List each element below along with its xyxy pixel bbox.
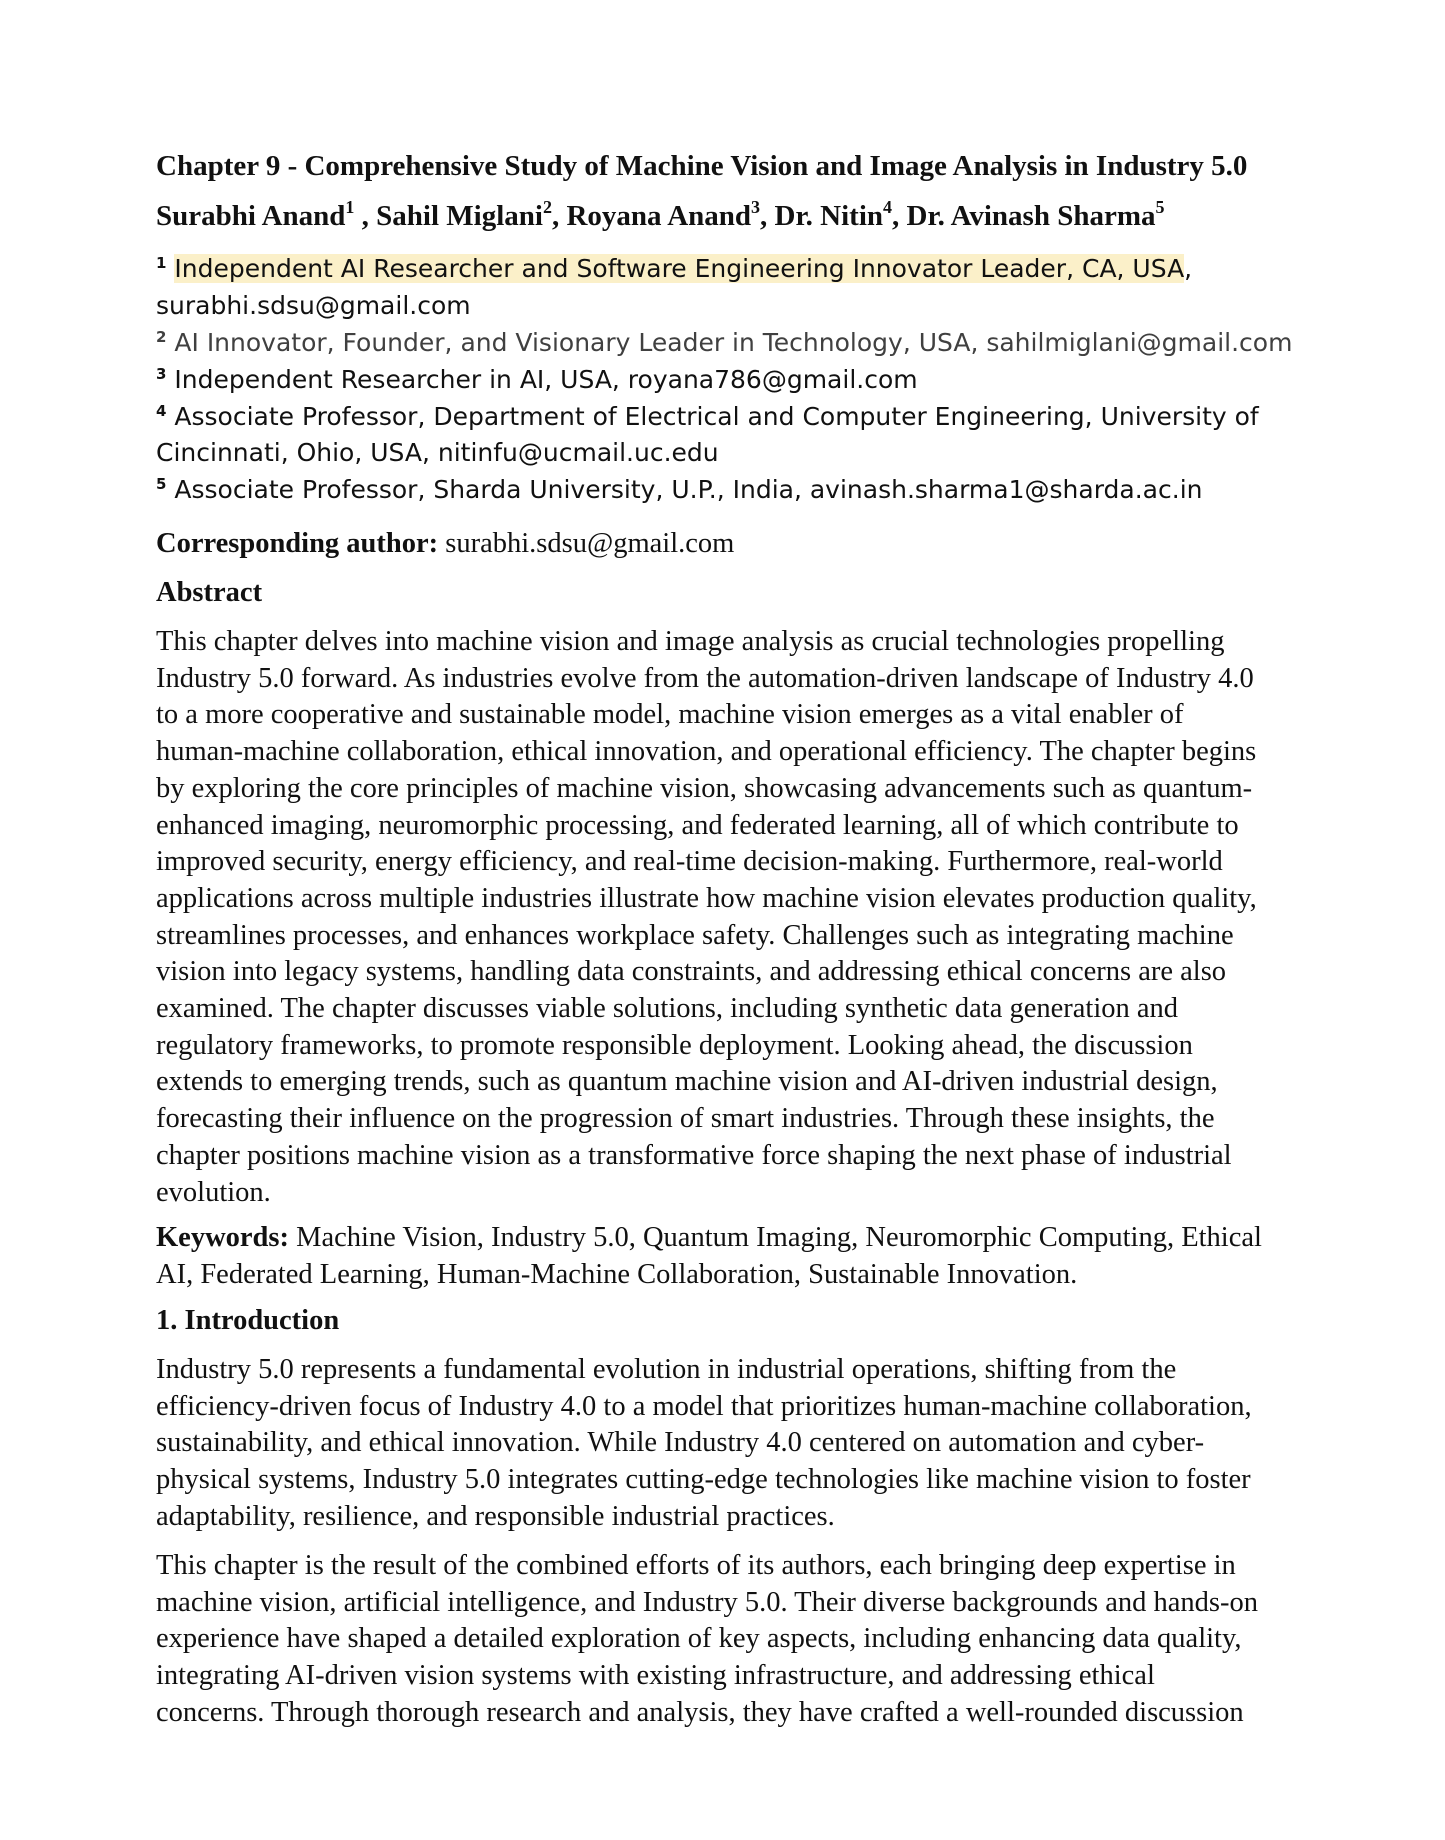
abstract-line: Industry 5.0 forward. As industries evolve from the automation-driven landscape of Industry 4.0: [156, 662, 1254, 694]
affiliation-sup: 4: [156, 402, 167, 420]
affiliation-text: AI Innovator, Founder, and Visionary Leader in Technology, USA, sahilmiglani@gmail.com: [174, 328, 1293, 357]
keywords-label: Keywords:: [156, 1222, 289, 1253]
author-sup: 5: [1155, 197, 1165, 217]
intro-line: concerns. Through thorough research and analysis, they have crafted a well-rounded discussion: [156, 1696, 1244, 1728]
author-sup: 2: [542, 197, 552, 217]
intro-line: integrating AI-driven vision systems with existing infrastructure, and addressing ethical: [156, 1660, 1155, 1692]
keywords-text: Machine Vision, Industry 5.0, Quantum Imaging, Neuromorphic Computing, Ethical: [296, 1222, 1262, 1253]
affiliation-1-email: surabhi.sdsu@gmail.com: [156, 291, 471, 320]
abstract-line: by exploring the core principles of machine vision, showcasing advancements such as quantum-: [156, 772, 1253, 804]
author-name: Royana Anand: [566, 200, 752, 232]
abstract-line: examined. The chapter discusses viable solutions, including synthetic data generation and: [156, 993, 1179, 1025]
abstract-heading: Abstract: [156, 577, 263, 608]
intro-line: Industry 5.0 represents a fundamental evolution in industrial operations, shifting from the: [156, 1354, 1177, 1385]
abstract-line: streamlines processes, and enhances workplace safety. Challenges such as integrating machine: [156, 919, 1234, 951]
affiliation-text: Associate Professor, Department of Electrical and Computer Engineering, University of: [174, 402, 1259, 431]
keywords-line-1: [156, 1220, 1296, 1257]
affiliation-4: [156, 402, 1259, 431]
intro-line: machine vision, artificial intelligence, and Industry 5.0. Their diverse backgrounds and hands-on: [156, 1586, 1258, 1618]
introduction-heading: 1. Introduction: [156, 1305, 340, 1336]
author-name: Surabhi Anand: [156, 200, 346, 232]
keywords-line-2: AI, Federated Learning, Human-Machine Collaboration, Sustainable Innovation.: [156, 1258, 1078, 1290]
affiliation-text: Associate Professor, Sharda University, U.P., India, avinash.sharma1@sharda.ac.in: [174, 475, 1203, 504]
intro-line: This chapter is the result of the combined efforts of its authors, each bringing deep expertise in: [156, 1550, 1236, 1581]
abstract-line: human-machine collaboration, ethical innovation, and operational efficiency. The chapter begins: [156, 736, 1257, 768]
affiliation-3: [156, 365, 918, 394]
intro-line: sustainability, and ethical innovation. While Industry 4.0 centered on automation and cyber-: [156, 1427, 1205, 1459]
author-name: Sahil Miglani: [376, 200, 543, 232]
abstract-line: improved security, energy efficiency, and real-time decision-making. Furthermore, real-world: [156, 846, 1223, 878]
affiliation-5: [156, 475, 1202, 504]
abstract-line: chapter positions machine vision as a transformative force shaping the next phase of industrial: [156, 1139, 1232, 1171]
author-sup: 4: [883, 197, 893, 217]
author-sup: 3: [751, 197, 761, 217]
abstract-line: This chapter delves into machine vision and image analysis as crucial technologies propelling: [156, 626, 1225, 657]
abstract-line: evolution.: [156, 1176, 271, 1208]
corresponding-author: [156, 528, 734, 560]
affiliation-2: [156, 328, 1292, 357]
author-list: Surabhi Anand$^1$ , Sahil Miglani$^2$, Royana Anand$^3$, Dr. Nitin$^4$, Dr. Avinash Sharma$^5$: [156, 197, 1165, 232]
affiliation-text-highlighted: Independent AI Researcher and Software Engineering Innovator Leader, CA, USA: [174, 254, 1185, 283]
abstract-body: [156, 624, 1296, 1211]
affiliation-sup: 3: [156, 365, 167, 383]
affiliation-sup: 2: [156, 328, 167, 346]
author-name: Dr. Nitin: [774, 200, 884, 232]
intro-line: adaptability, resilience, and responsible industrial practices.: [156, 1500, 835, 1532]
affiliation-sup: 1: [156, 254, 167, 272]
corresponding-email: surabhi.sdsu@gmail.com: [445, 528, 735, 559]
abstract-line: applications across multiple industries illustrate how machine vision elevates production quality,: [156, 882, 1257, 914]
abstract-line: extends to emerging trends, such as quantum machine vision and AI-driven industrial design,: [156, 1066, 1218, 1098]
abstract-line: to a more cooperative and sustainable model, machine vision emerges as a vital enabler of: [156, 699, 1184, 731]
affiliation-4-cont: Cincinnati, Ohio, USA, nitinfu@ucmail.uc.edu: [156, 438, 719, 467]
abstract-line: vision into legacy systems, handling data constraints, and addressing ethical concerns are also: [156, 956, 1227, 988]
introduction-paragraph-2: [156, 1548, 1296, 1732]
affiliation-text: Independent Researcher in AI, USA, royana786@gmail.com: [174, 365, 918, 394]
abstract-line: enhanced imaging, neuromorphic processing, and federated learning, all of which contribute to: [156, 809, 1239, 841]
intro-line: efficiency-driven focus of Industry 4.0 to a model that prioritizes human-machine collaboration,: [156, 1390, 1252, 1422]
abstract-line: forecasting their influence on the progression of smart industries. Through these insights, the: [156, 1103, 1215, 1135]
intro-line: experience have shaped a detailed exploration of key aspects, including enhancing data quality,: [156, 1623, 1242, 1655]
affiliation-sup: 5: [156, 475, 167, 493]
abstract-line: regulatory frameworks, to promote responsible deployment. Looking ahead, the discussion: [156, 1029, 1193, 1061]
keywords-block: [156, 1220, 1296, 1293]
introduction-paragraph-1: [156, 1352, 1296, 1536]
intro-line: physical systems, Industry 5.0 integrates cutting-edge technologies like machine vision to foster: [156, 1464, 1251, 1496]
author-name: Dr. Avinash Sharma: [906, 200, 1156, 232]
corresponding-label: Corresponding author:: [156, 528, 439, 559]
author-sup: 1: [345, 197, 355, 217]
chapter-title: Chapter 9 - Comprehensive Study of Machine Vision and Image Analysis in Industry 5.0: [156, 150, 1248, 182]
affiliation-1: $^1$ Independent AI Researcher and Software Engineering Innovator Leader, CA, USA,: [156, 254, 1193, 283]
